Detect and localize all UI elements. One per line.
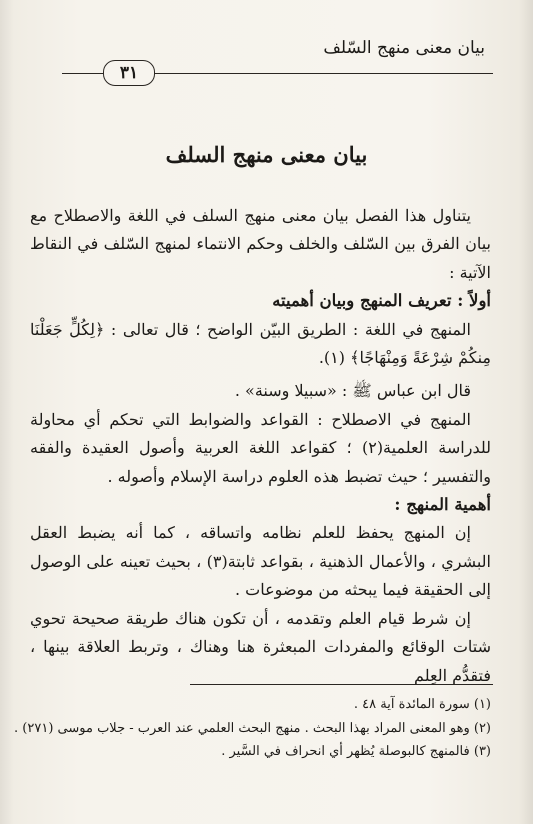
footnote-separator xyxy=(190,684,493,685)
chapter-title: بيان معنى منهج السلف xyxy=(165,142,368,167)
body-text xyxy=(30,202,491,690)
intro-paragraph: يتناول هذا الفصل بيان معنى منهج السلف في اللغة والاصطلاح مع بيان الفرق بين السّلف والخلف وحكم الانتماء لمنهج السّلف في النقاط الآتية : xyxy=(30,206,491,282)
paragraph-importance: إن المنهج يحفظ للعلم نظامه واتساقه ، كما أنه يضبط العقل البشري ، والأعمال الذهنية ، بقواعد ثابتة(٣) ، بحيث تعينه على الوصول إلى الحقيقة فيما يبحثه من موضوعات . xyxy=(30,523,492,600)
footnote-1: (١) سورة المائدة آية ٤٨ . xyxy=(353,697,491,712)
footnotes xyxy=(14,693,491,764)
footnote-3: (٣) فالمنهج كالبوصلة يُظهر أي انحراف في السَّير . xyxy=(221,744,491,759)
page-number-badge: ٣١ xyxy=(103,60,155,86)
paragraph-ibn-abbas: قال ابن عباس ﷺ : «سبيلا وسنة» . xyxy=(234,381,471,401)
section-heading-importance: أهمية المنهج : xyxy=(394,495,491,515)
running-title: بيان معنى منهج السّلف xyxy=(323,38,485,58)
page-edge-shadow-left xyxy=(0,0,14,824)
paragraph-technical-definition: المنهج في الاصطلاح : القواعد والضوابط التي تحكم أي محاولة للدراسة العلمية(٢) ؛ كقواعد اللغة العربية وأصول العقيدة والفقه والتفسير ؛ حيث تضبط هذه العلوم دراسة الإسلام وأصوله . xyxy=(30,409,492,486)
page-edge-shadow-right xyxy=(519,0,533,824)
footnote-2: (٢) وهو المعنى المراد بهذا البحث . منهج البحث العلمي عند العرب - جلاب موسى (٢٧١) . xyxy=(14,720,491,736)
paragraph-linguistic-definition: المنهج في اللغة : الطريق البيّن الواضح ؛ قال تعالى : ﴿لِكُلٍّ جَعَلْنَا مِنكُمْ شِرْعَةً وَمِنْهَاجًا﴾ (١). xyxy=(30,319,491,368)
paragraph-condition: إن شرط قيام العلم وتقدمه ، أن تكون هناك طريقة صحيحة تحوي شتات الوقائع والمفردات المبعثرة هنا وهناك ، وتربط العلاقة بينها ، فتقدُّم العِلم xyxy=(30,608,491,685)
section-heading-definition: أولاً : تعريف المنهج وبيان أهميته xyxy=(272,291,491,311)
